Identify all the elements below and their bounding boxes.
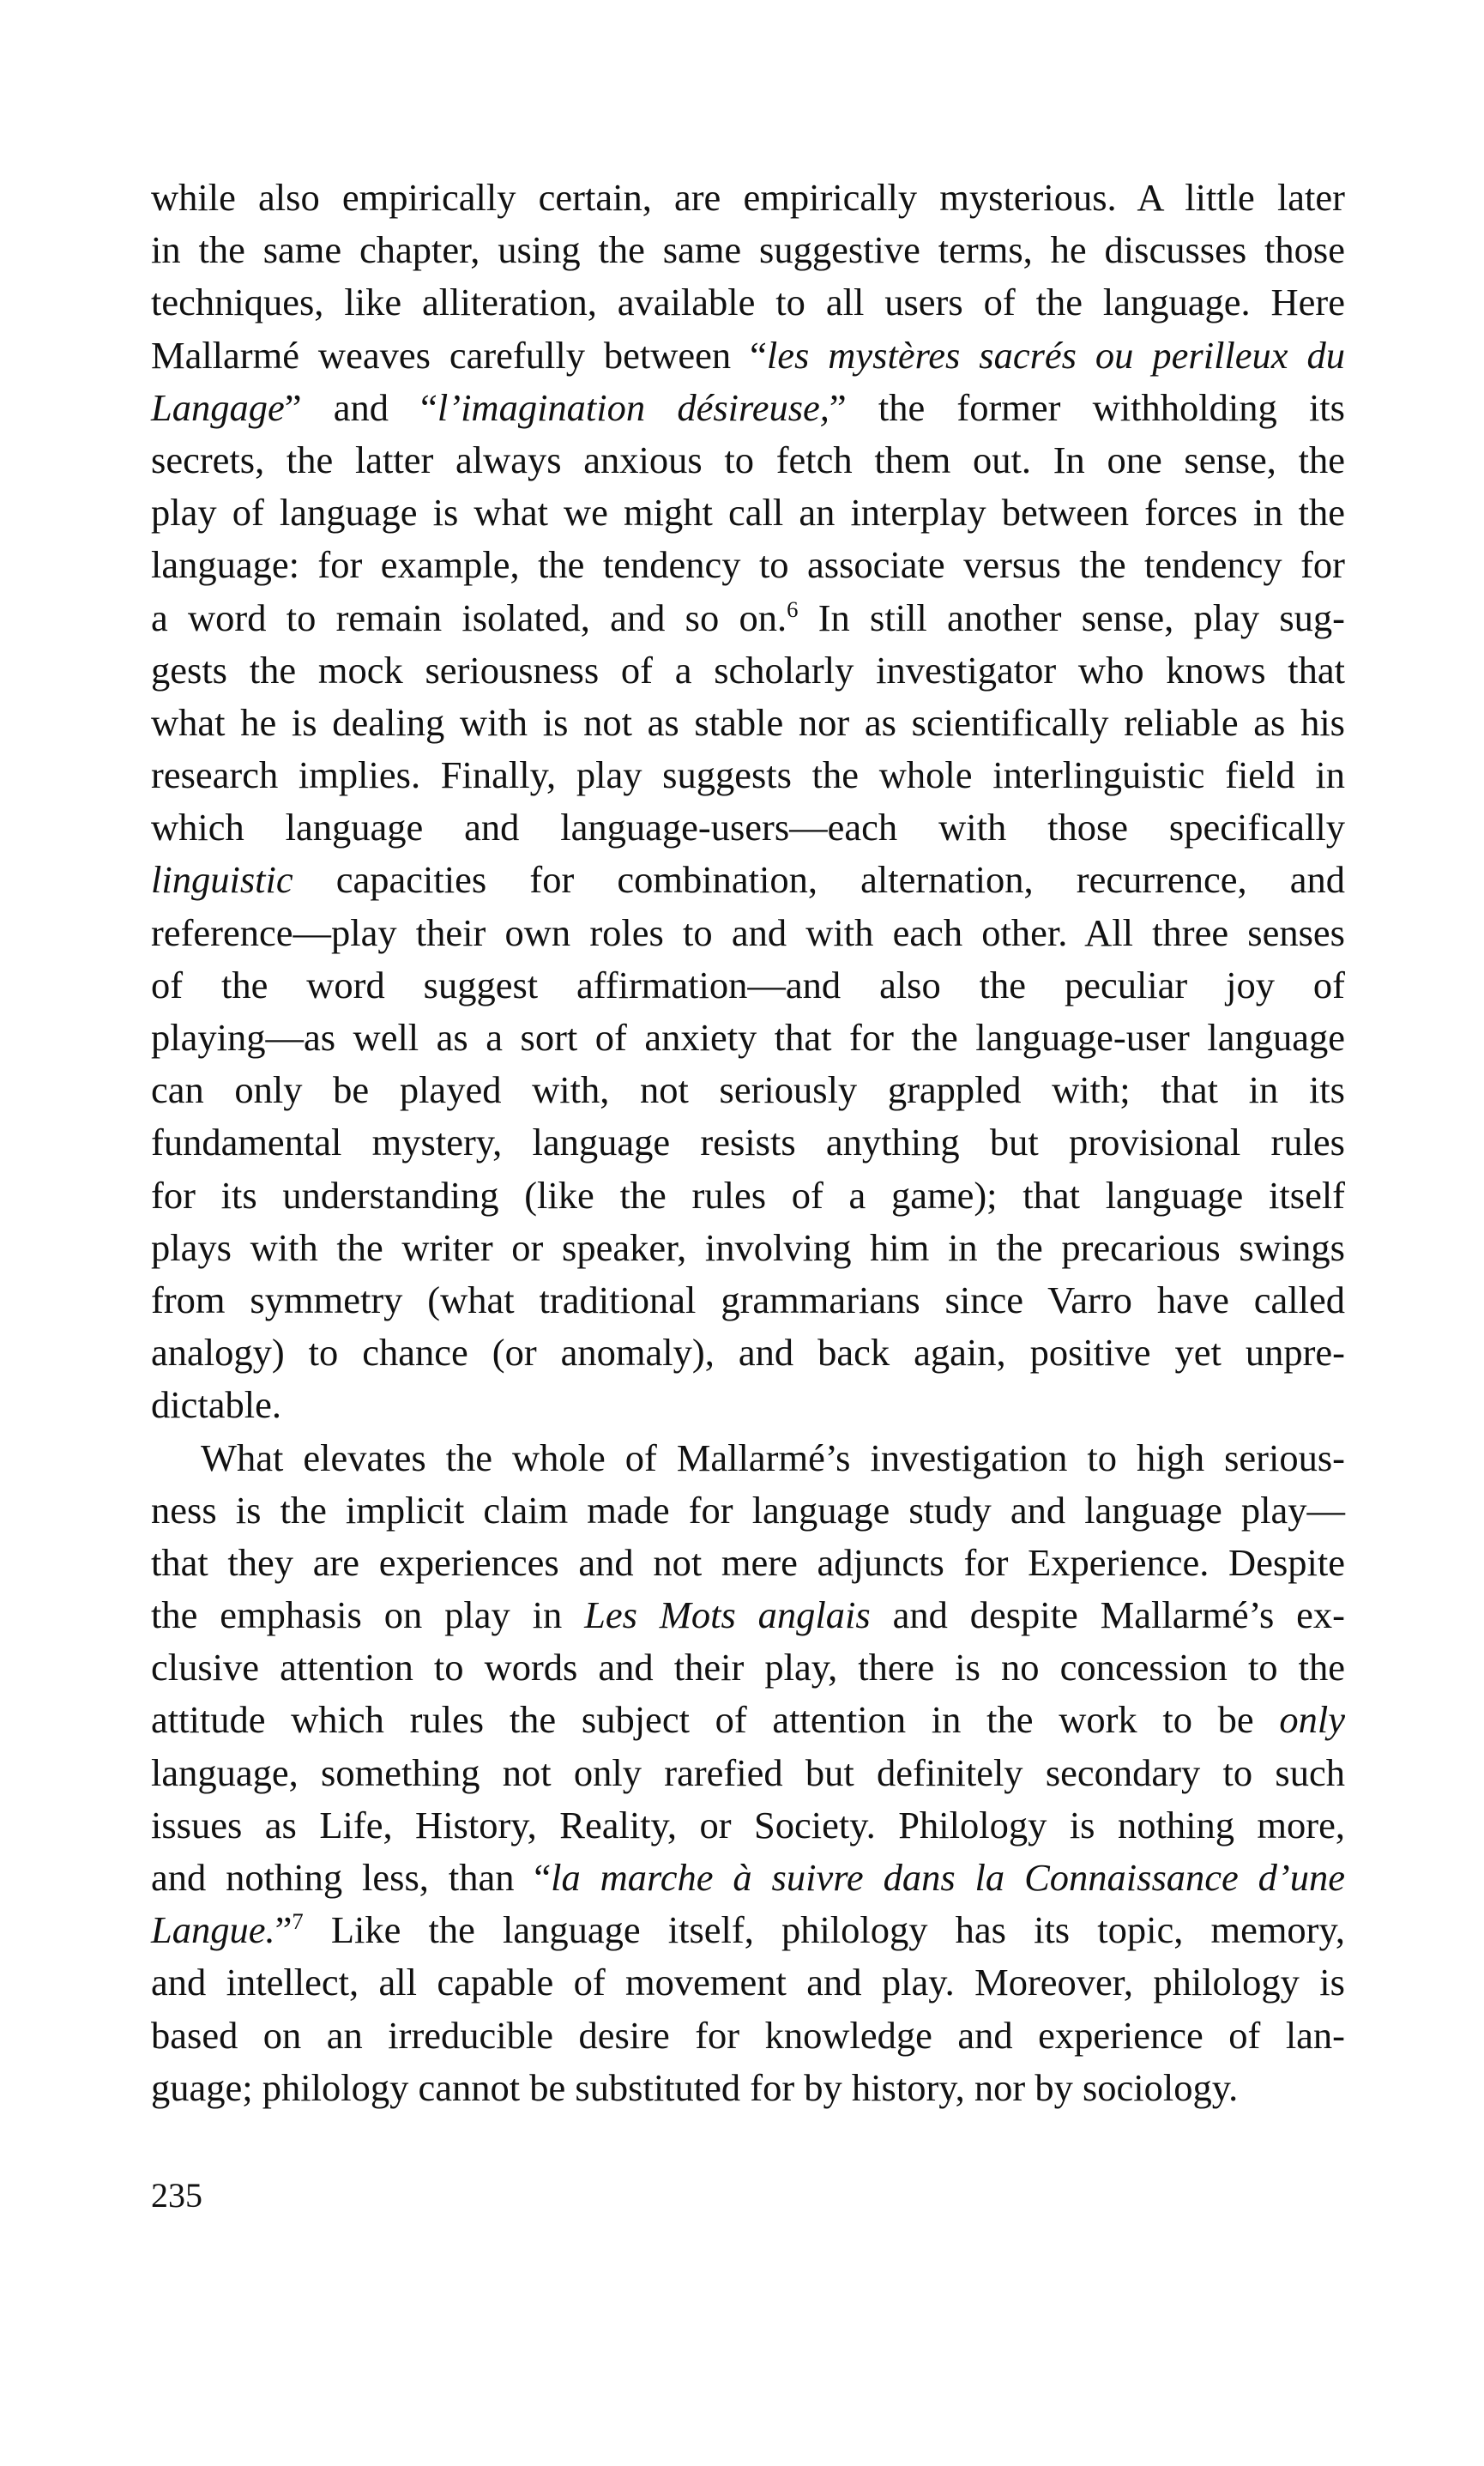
text-run: techniques, like alliteration, available to all users of the language. Here: [151, 281, 1345, 324]
text-run: reference—play their own roles to and with each other. All three senses: [151, 910, 1345, 954]
text-line: [151, 329, 1345, 382]
body-text: [151, 172, 1345, 2114]
text-line: [151, 1116, 1345, 1169]
paragraph: [151, 1432, 1345, 2114]
text-line: [151, 1274, 1345, 1327]
text-run: issues as Life, History, Reality, or Society. Philology is nothing more,: [151, 1803, 1345, 1846]
text-run: Mallarmé weaves carefully between “: [151, 333, 767, 377]
italic-text: Langue.: [151, 1908, 275, 1952]
text-run: that they are experiences and not mere adjuncts for Experience. Despite: [151, 1540, 1345, 1584]
text-run: Like the language itself, philology has its topic, memory,: [303, 1908, 1345, 1952]
italic-text: linguistic: [151, 858, 293, 902]
text-line: [151, 434, 1345, 487]
text-line: [151, 1904, 1345, 1956]
text-line: [151, 1537, 1345, 1589]
text-line: [151, 697, 1345, 749]
text-line: [151, 1432, 1345, 1484]
text-run: play of language is what we might call an interplay between forces in the: [151, 491, 1345, 535]
text-line: [151, 1012, 1345, 1064]
text-run: and nothing less, than “: [151, 1856, 552, 1899]
text-line: [151, 487, 1345, 539]
text-line: [151, 1799, 1345, 1852]
text-run: gests the mock seriousness of a scholarly investigator who knows that: [151, 648, 1345, 692]
text-line: [151, 592, 1345, 644]
text-run: a word to remain isolated, and so on.: [151, 595, 787, 639]
footnote-marker: 7: [292, 1908, 304, 1935]
text-run: What elevates the whole of Mallarmé’s investigation to high serious-: [201, 1435, 1345, 1479]
text-line: [151, 1222, 1345, 1274]
page-number: 235: [151, 2176, 202, 2215]
text-run: what he is dealing with is not as stable nor as scientifically reliable as his: [151, 700, 1345, 744]
text-run: for its understanding (like the rules of a game); that language itself: [151, 1173, 1345, 1217]
text-run: of the word suggest affirmation—and also the peculiar joy of: [151, 963, 1345, 1006]
text-line: [151, 1327, 1345, 1379]
text-line: [151, 959, 1345, 1012]
text-line: [151, 2010, 1345, 2062]
text-run: guage; philology cannot be substituted for by history, nor by sociology.: [151, 2065, 1239, 2109]
footnote-marker: 6: [787, 595, 799, 622]
text-run: In still another sense, play sug-: [798, 595, 1345, 639]
text-line: [151, 224, 1345, 276]
text-run: and intellect, all capable of movement and play. Moreover, philology is: [151, 1961, 1345, 2004]
italic-text: la marche à suivre dans la Connaissance d’une: [551, 1856, 1345, 1899]
text-run: fundamental mystery, language resists anything but provisional rules: [151, 1121, 1345, 1164]
text-run: from symmetry (what traditional grammarians since Varro have called: [151, 1278, 1345, 1321]
text-line: [151, 276, 1345, 329]
text-run: attitude which rules the subject of attention in the work to be: [151, 1698, 1280, 1742]
italic-text: les mystères sacrés ou perilleux du: [766, 333, 1345, 377]
text-run: ” and “: [284, 385, 437, 429]
text-run: ness is the implicit claim made for language study and language play—: [151, 1488, 1345, 1532]
text-line: [151, 1641, 1345, 1694]
text-run: capacities for combination, alternation, recurrence, and: [293, 858, 1345, 902]
text-line: [151, 1484, 1345, 1537]
text-run: based on an irreducible desire for knowledge and experience of lan-: [151, 2013, 1345, 2057]
text-run: while also empirically certain, are empirically mysterious. A little later: [151, 176, 1345, 219]
text-run: which language and language-users—each with those specifically: [151, 806, 1345, 849]
text-run: analogy) to chance (or anomaly), and back again, positive yet unpre-: [151, 1331, 1345, 1375]
text-line: [151, 801, 1345, 854]
text-run: language, something not only rarefied but definitely secondary to such: [151, 1750, 1345, 1794]
text-run: and despite Mallarmé’s ex-: [870, 1593, 1345, 1637]
text-line: [151, 854, 1345, 906]
text-run: plays with the writer or speaker, involving him in the precarious swings: [151, 1225, 1345, 1269]
text-line: [151, 1694, 1345, 1746]
text-line: [151, 539, 1345, 591]
text-line: [151, 644, 1345, 697]
text-line: [151, 1747, 1345, 1799]
text-line: [151, 382, 1345, 434]
text-run: clusive attention to words and their play, there is no concession to the: [151, 1646, 1345, 1689]
text-run: ”: [274, 1908, 293, 1952]
text-run: ” the former withholding its: [829, 385, 1345, 429]
text-run: dictable.: [151, 1383, 281, 1427]
text-run: playing—as well as a sort of anxiety that for the language-user language: [151, 1016, 1345, 1059]
text-run: research implies. Finally, play suggests the whole interlinguistic field in: [151, 753, 1345, 797]
text-line: [151, 1170, 1345, 1222]
text-line: [151, 1852, 1345, 1904]
text-run: in the same chapter, using the same suggestive terms, he discusses those: [151, 228, 1345, 272]
italic-text: only: [1279, 1698, 1345, 1742]
text-line: [151, 1589, 1345, 1641]
paragraph: [151, 172, 1345, 1432]
text-line: [151, 172, 1345, 224]
text-run: can only be played with, not seriously grappled with; that in its: [151, 1068, 1345, 1112]
italic-text: l’imagination désireuse,: [437, 385, 829, 429]
text-line: [151, 1064, 1345, 1116]
text-run: language: for example, the tendency to associate versus the tendency for: [151, 543, 1345, 587]
text-line: [151, 2062, 1345, 2114]
text-run: secrets, the latter always anxious to fetch them out. In one sense, the: [151, 438, 1345, 481]
text-line: [151, 1379, 1345, 1431]
text-line: [151, 749, 1345, 801]
text-line: [151, 1956, 1345, 2009]
text-line: [151, 907, 1345, 959]
italic-text: Langage: [151, 385, 285, 429]
italic-text: Les Mots anglais: [584, 1593, 871, 1637]
text-run: the emphasis on play in: [151, 1593, 585, 1637]
